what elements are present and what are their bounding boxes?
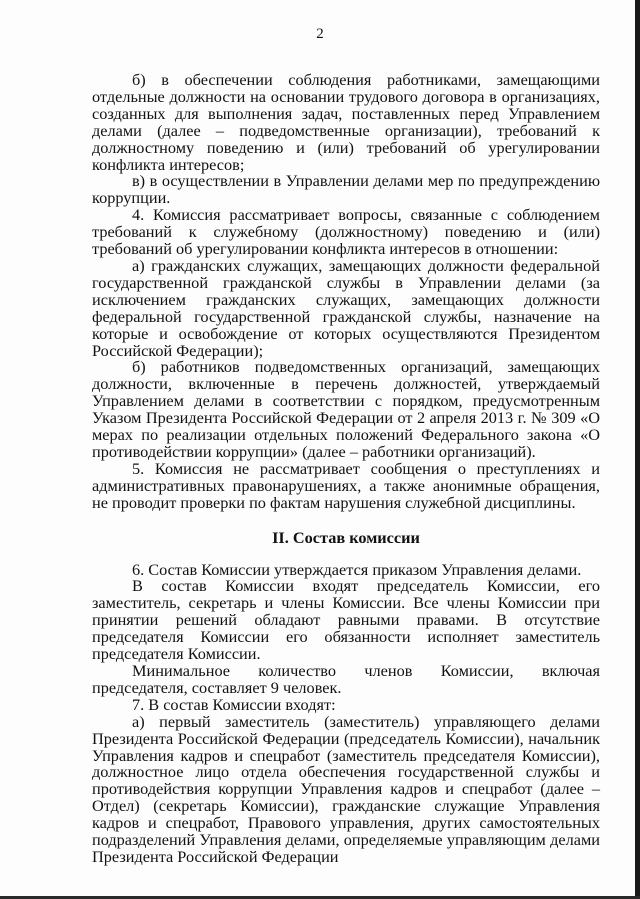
section-heading: II. Состав комиссии xyxy=(272,527,420,547)
paragraph-3b: б) в обеспечении соблюдения работниками, замещающими отдельные должности на основании трудового договора в организациях, созданных для выполнения задач, поставленных перед Управлением делами (далее – подведомственные организации), требований к должностному поведению и (или) требований об урегулировании конфликта интересов; xyxy=(92,70,600,174)
paragraph-composition: В состав Комиссии входят председатель Комиссии, его заместитель, секретарь и члены Комиссии. Все члены Комиссии при принятии решений обладают равными правами. В отсутствие председателя Комиссии его обязанности исполняет заместитель председателя Комиссии. xyxy=(92,576,600,664)
page-number: 2 xyxy=(316,26,324,42)
paragraph-4: 4. Комиссия рассматривает вопросы, связанные с соблюдением требований к служебному (должностному) поведению и (или) требований об урегулировании конфликта интересов в отношении: xyxy=(92,205,600,259)
document-body xyxy=(92,72,600,866)
paragraph-4a: а) гражданских служащих, замещающих должности федеральной государственной гражданской службы в Управлении делами (за исключением гражданских служащих, замещающих должности федеральной государственной гражданской службы, назначение на которые и освобождение от которых осуществляются Президентом Российской Федерации); xyxy=(92,255,600,360)
paragraph-5: 5. Комиссия не рассматривает сообщения о преступлениях и административных правонарушениях, а также анонимные обращения, не проводит проверки по фактам нарушения служебной дисциплины. xyxy=(92,458,600,512)
paragraph-4b: б) работников подведомственных организаций, замещающих должности, включенные в перечень должностей, утверждаемый Управлением делами в соответствии с порядком, предусмотренным Указом Президента Российской Федерации от 2 апреля 2013 г. № 309 «О мерах по реализации отдельных положений Федерального закона «О противодействии коррупции» (далее – работники организаций). xyxy=(92,357,600,461)
scan-edge-right xyxy=(635,0,640,899)
paragraph-7: 7. В состав Комиссии входят: xyxy=(132,694,336,714)
paragraph-3v: в) в осуществлении в Управлении делами мер по предупреждению коррупции. xyxy=(92,171,600,208)
paragraph-7a: а) первый заместитель (заместитель) управляющего делами Президента Российской Федерации (председатель Комиссии), начальник Управления кадров и спецработ (заместитель председателя Комиссии), должностное лицо отдела обеспечения государственной службы и противодействия коррупции Управления кадров и спецработ (далее – Отдел) (секретарь Комиссии), гражданские служащие Управления кадров и спецработ, Правового управления, других самостоятельных подразделений Управления делами, определяемые управляющим делами Президента Российской Федерации xyxy=(92,711,600,866)
paragraph-6: 6. Состав Комиссии утверждается приказом Управления делами. xyxy=(132,559,582,579)
paragraph-minimum-members: Минимальное количество членов Комиссии, включая председателя, составляет 9 человек. xyxy=(92,661,600,697)
